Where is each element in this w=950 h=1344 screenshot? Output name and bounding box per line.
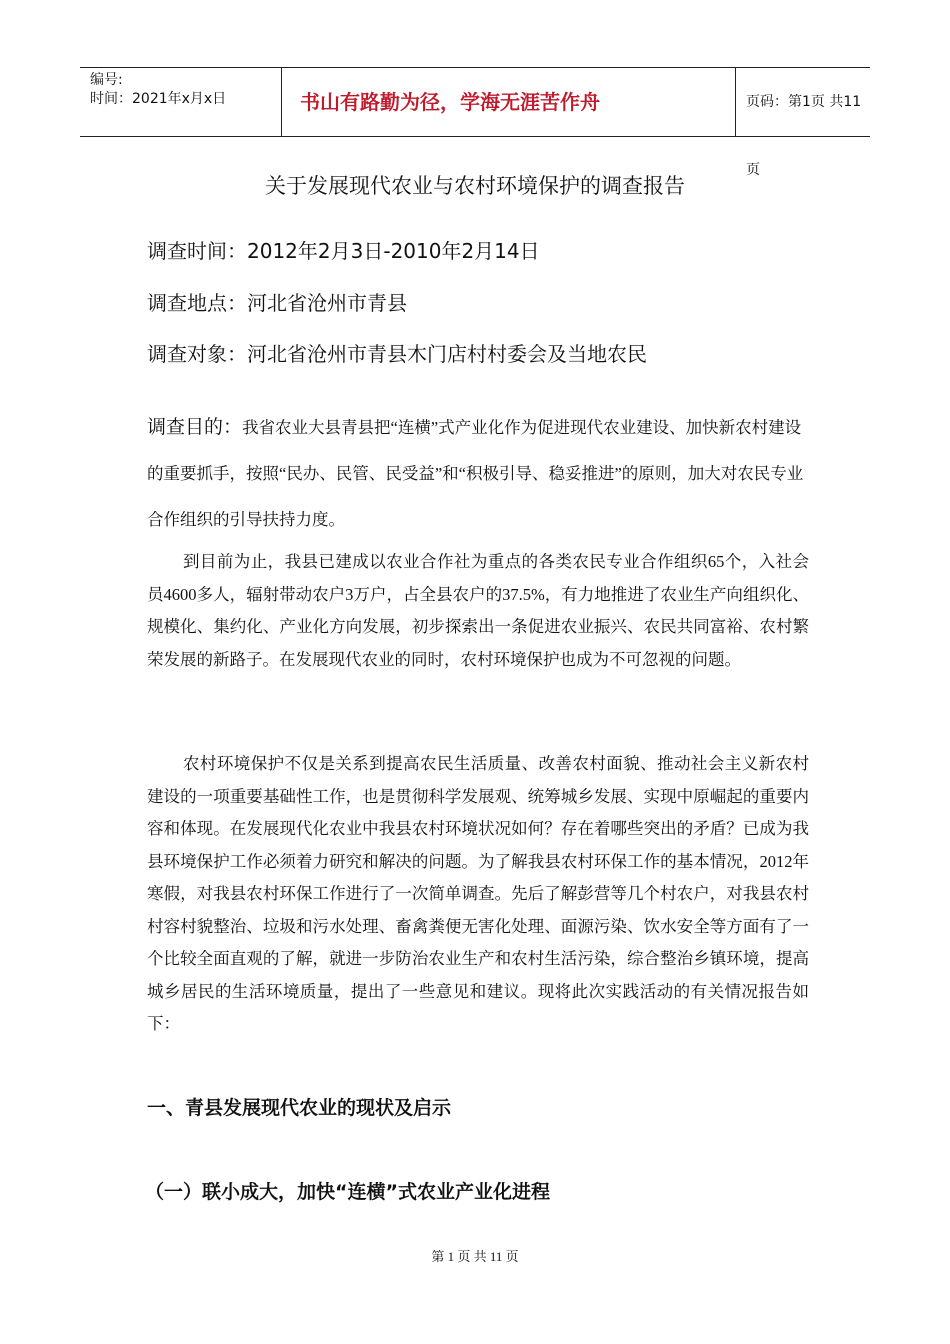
page-header: [80, 67, 870, 178]
purpose-label: 调查目的：: [147, 416, 243, 438]
document-title: 关于发展现代农业与农村环境保护的调查报告: [265, 174, 685, 198]
header-meta: [80, 68, 281, 136]
survey-place: 调查地点：河北省沧州市青县: [147, 291, 407, 315]
paragraph: 到目前为止，我县已建成以农业合作社为重点的各类农民专业合作组织65个，入社会员4600多人，辐射带动农户3万户，占全县农户的37.5%，有力地推进了农业生产向组织化、规模化、集约化、产业化方向发展，初步探索出一条促进农业振兴、农民共同富裕、农村繁荣发展的新路子。在发展现代农业的同时，农村环境保护也成为不可忽视的问题。: [147, 552, 809, 669]
header-page-code: 页码：第1页 共11页: [746, 94, 862, 178]
survey-time: 调查时间：2012年2月3日-2010年2月14日: [147, 239, 540, 263]
survey-purpose: [147, 404, 807, 543]
subsection-heading: （一）联小成大，加快“连横”式农业产业化进程: [145, 1181, 550, 1203]
number-label: 编号:: [90, 72, 123, 88]
purpose-text: 我省农业大县青县把“连横”式产业化作为促进现代农业建设、加快新农村建设的重要抓手，按照“民办、民管、民受益”和“积极引导、稳妥推进”的原则，加大对农民专业合作组织的引导扶持力度。: [147, 418, 804, 529]
section-heading: 一、青县发展现代农业的现状及启示: [147, 1097, 452, 1119]
header-motto: 书山有路勤为径，学海无涯苦作舟: [281, 68, 736, 136]
survey-object: 调查对象：河北省沧州市青县木门店村村委会及当地农民: [147, 342, 647, 366]
page-footer: 第 1 页 共 11 页: [431, 1249, 519, 1264]
paragraph: 农村环境保护不仅是关系到提高农民生活质量、改善农村面貌、推动社会主义新农村建设的一项重要基础性工作，也是贯彻科学发展观、统筹城乡发展、实现中原崛起的重要内容和体现。在发展现代化农业中我县农村环境状况如何？存在着哪些突出的矛盾？已成为我县环境保护工作必须着力研究和解决的问题。为了解我县农村环保工作的基本情况，2012年寒假，对我县农村环保工作进行了一次简单调查。先后了解彭营等几个村农户，对我县农村村容村貌整治、垃圾和污水处理、畜禽粪便无害化处理、面源污染、饮水安全等方面有了一个比较全面直观的了解，就进一步防治农业生产和农村生活污染，综合整治乡镇环境，提高城乡居民的生活环境质量，提出了一些意见和建议。现将此次实践活动的有关情况报告如下：: [147, 754, 809, 1033]
time-label: 时间：2021年x月x日: [90, 91, 227, 107]
